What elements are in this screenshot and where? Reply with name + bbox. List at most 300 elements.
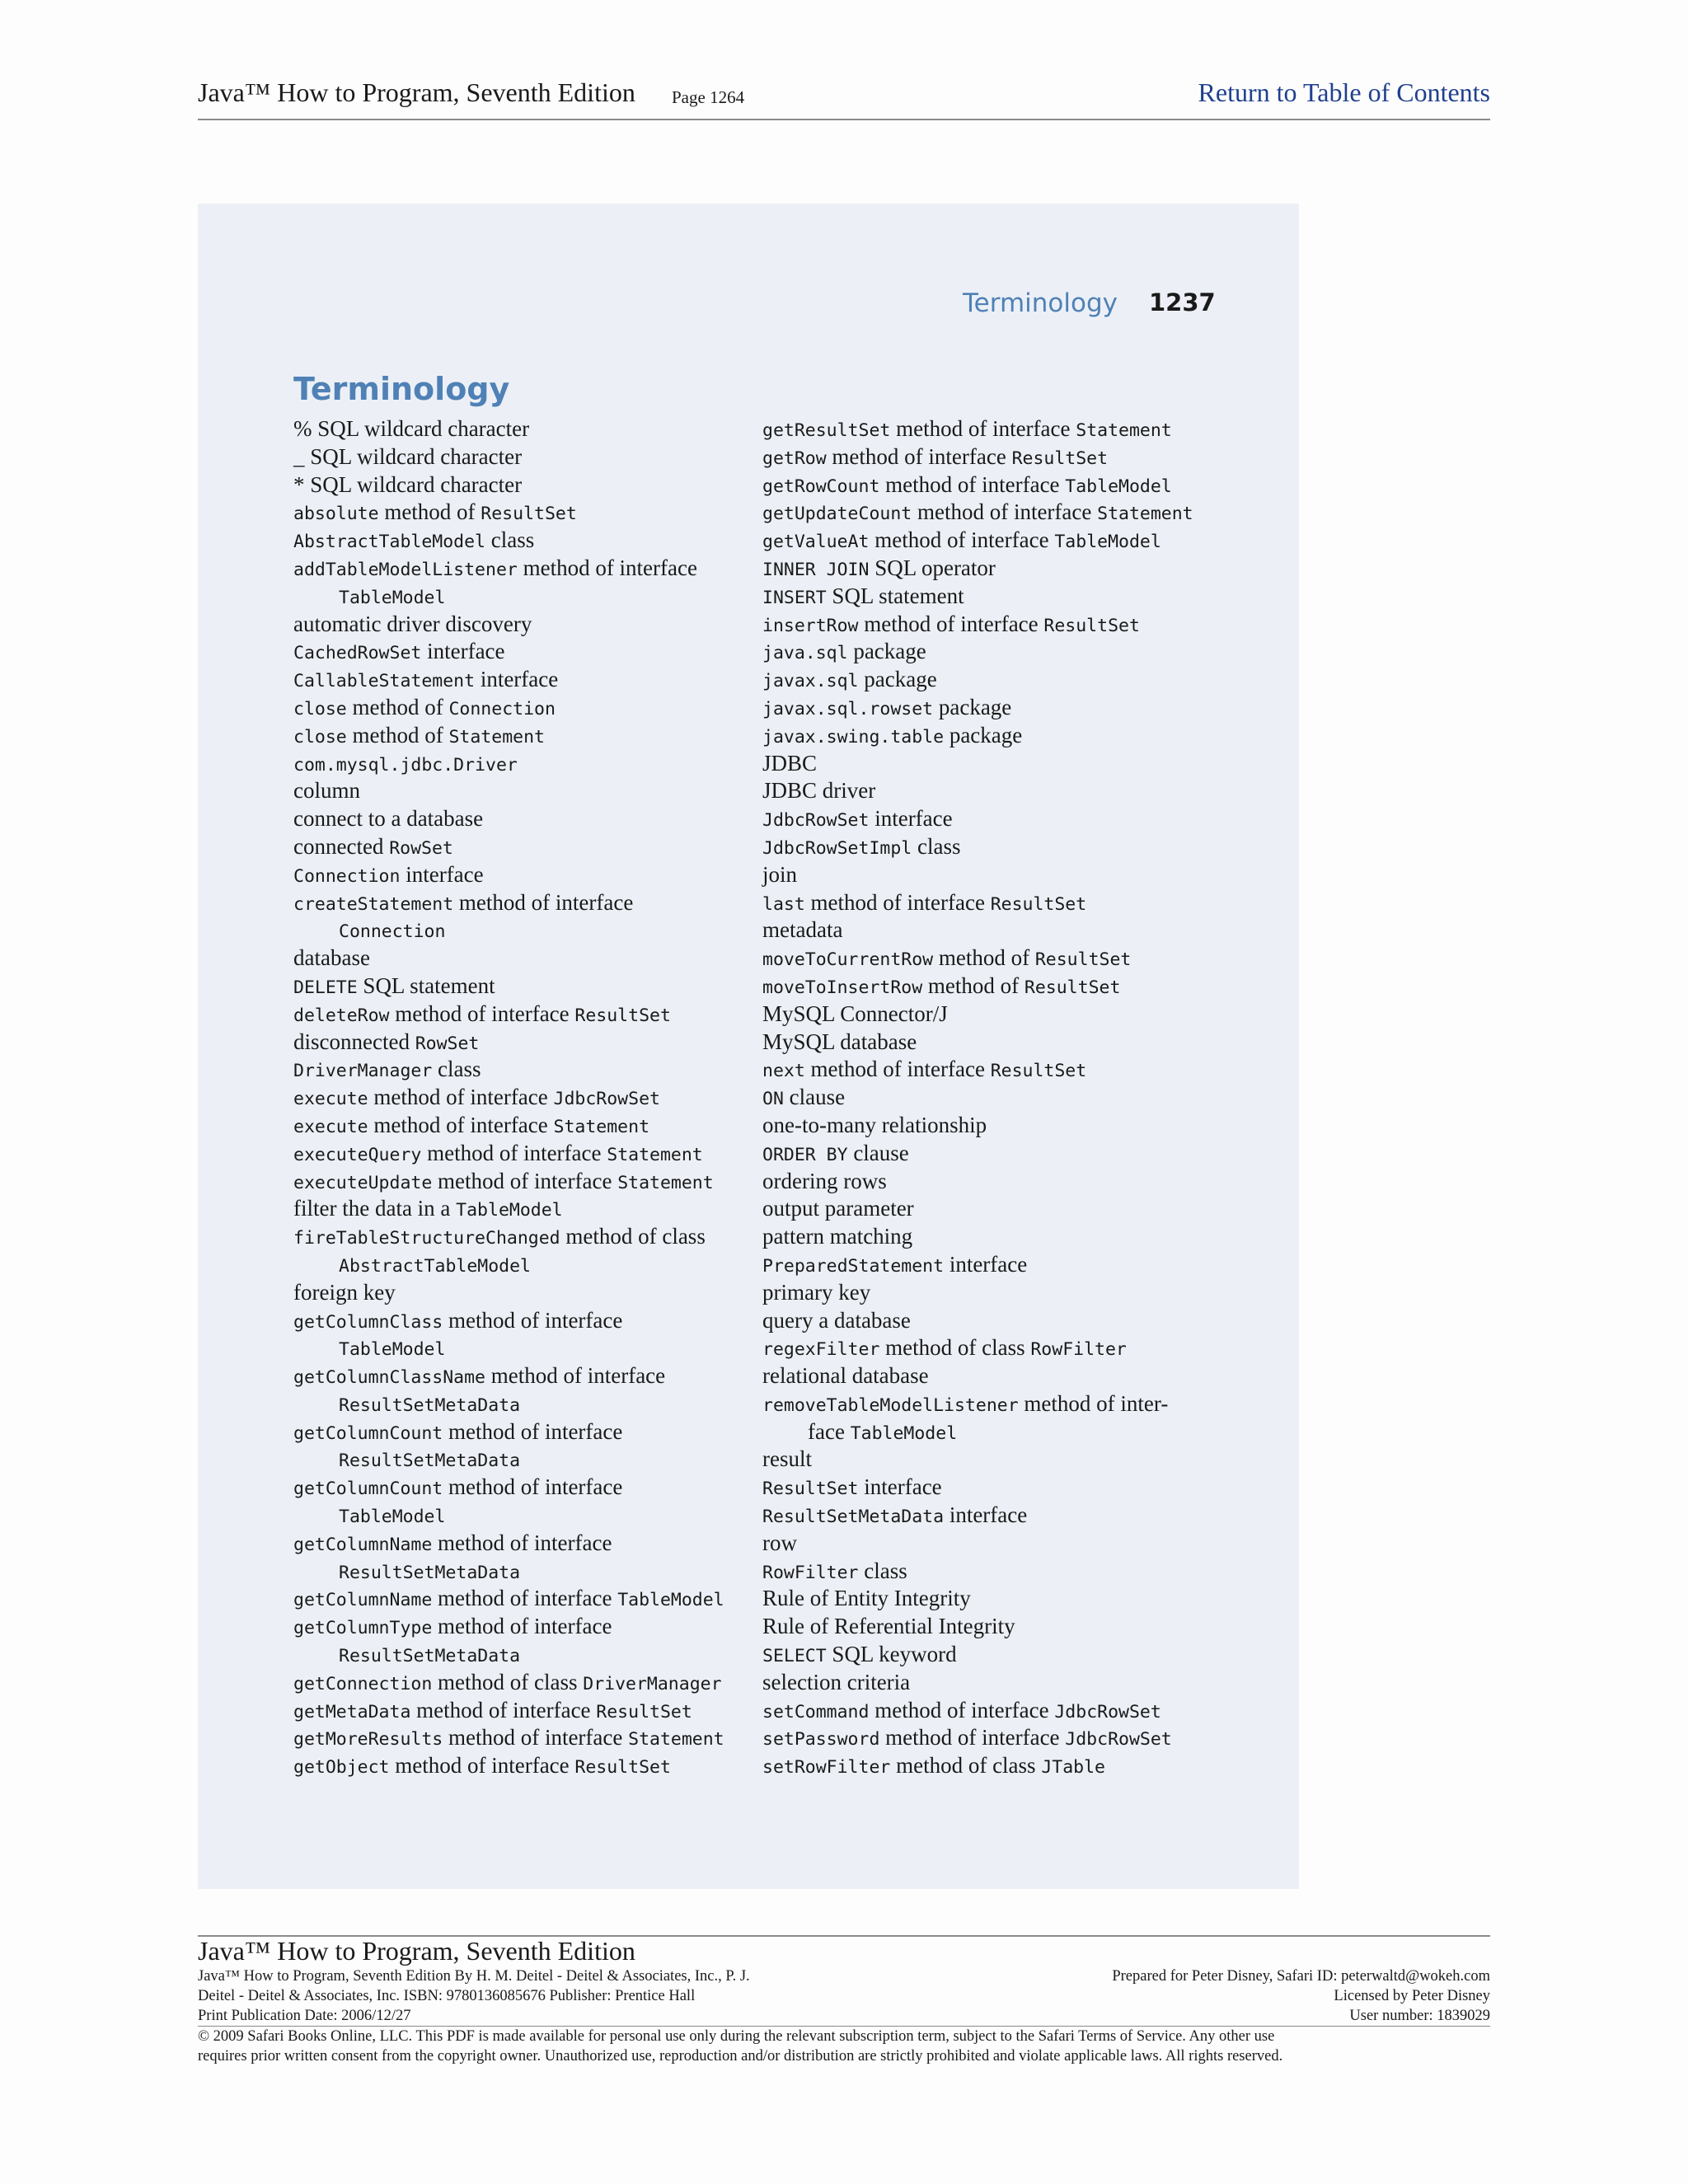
code-term: Statement [607,1144,703,1165]
terminology-entry [762,1029,1224,1057]
footer-book-title: Java™ How to Program, Seventh Edition [198,1936,635,1966]
terminology-entry [293,889,755,917]
term-text: database [293,945,370,971]
code-term: TableModel [1065,476,1172,497]
code-term: removeTableModelListener [762,1394,1019,1416]
terminology-entry [293,777,755,805]
term-text: ordering rows [762,1168,887,1193]
code-term: SELECT [762,1646,827,1667]
term-text: face [808,1418,851,1444]
code-term: Statement [1097,504,1193,525]
term-text: package [858,667,937,692]
terminology-entry [762,1168,1224,1196]
footer-book-line: Deitel - Deitel & Associates, Inc. ISBN: 9780136085676 Publisher: Prentice Hall [198,1988,696,2004]
term-text: output parameter [762,1196,914,1221]
terminology-list-right [762,415,1224,1780]
terminology-entry [293,944,755,972]
term-text: row [762,1530,797,1555]
term-text: MySQL database [762,1029,917,1054]
code-term: fireTableStructureChanged [293,1228,560,1249]
terminology-entry [293,415,755,443]
code-term: PreparedStatement [762,1255,945,1277]
code-term: javax.sql [762,671,859,692]
terminology-entry [293,1223,755,1251]
terminology-entry [293,555,755,583]
terminology-entry [762,443,1224,471]
footer-prepared-for: Prepared for Peter Disney, Safari ID: peterwaltd@wokeh.com [1112,1968,1490,1985]
terminology-entry [293,1307,755,1335]
code-term: getColumnClass [293,1311,443,1333]
term-text: SQL operator [869,555,996,580]
term-text: filter the data in a [293,1196,457,1221]
term-text: method of interface [389,1001,575,1026]
terminology-entry [293,1530,755,1558]
footer-licensed-by: Licensed by Peter Disney [1334,1988,1490,2004]
terminology-entry [293,1001,755,1029]
code-term: ResultSetMetaData [339,1562,521,1583]
term-text: Rule of Entity Integrity [762,1586,971,1611]
terminology-entry [762,611,1224,639]
term-text: method of interface [485,1363,666,1389]
terminology-entry [762,1001,1224,1029]
term-text: method of [922,972,1025,998]
terminology-entry [293,1474,755,1502]
term-text: interface [400,861,484,887]
term-text: clause [783,1085,846,1110]
term-text: method of interface [421,1140,607,1165]
code-term: ResultSet [1011,448,1109,469]
terminology-entry [293,1390,755,1418]
term-text: Rule of Referential Integrity [762,1614,1015,1639]
term-text: interface [944,1502,1028,1528]
code-term: Statement [448,726,545,748]
copyright-line: © 2009 Safari Books Online, LLC. This PDF is made available for personal use only during the relevant subscription term, subject to the Safari Terms of Service. Any other use [198,2028,1275,2045]
term-text: method of interface [368,1085,554,1110]
terminology-entry [293,861,755,889]
terminology-entry [293,1724,755,1752]
code-term: deleteRow [293,1005,390,1026]
code-term: insertRow [762,615,859,636]
terminology-entry [293,1446,755,1474]
code-term: close [293,726,347,748]
code-term: ResultSet [574,1757,671,1779]
terminology-entry [762,583,1224,611]
code-term: ResultSet [1034,949,1132,971]
term-text: method of interface [453,889,634,915]
footer-publication-info [198,1966,940,2026]
code-term: getColumnType [293,1618,433,1639]
code-term: close [293,698,347,719]
code-term: execute [293,1089,368,1110]
terminology-entry [293,1752,755,1780]
term-text: method of interface [443,1474,623,1500]
code-term: Connection [293,865,401,887]
code-term: getMoreResults [293,1729,443,1750]
code-term: setRowFilter [762,1757,891,1779]
terminology-entry [293,1613,755,1641]
code-term: Statement [628,1729,724,1750]
code-term: getColumnName [293,1534,433,1555]
terminology-entry [762,1613,1224,1641]
code-term: RowSet [415,1033,480,1054]
code-term: regexFilter [762,1339,880,1361]
term-text: class [858,1558,907,1583]
term-text: method of interface [443,1725,629,1750]
terminology-entry [762,1558,1224,1586]
terminology-entry [762,1195,1224,1223]
term-text: method of interface [804,889,991,915]
terminology-entry [762,1585,1224,1613]
term-text: disconnected [293,1029,415,1054]
term-text: method of interface [389,1753,575,1779]
code-term: ResultSet [481,504,577,525]
term-text: package [933,694,1012,719]
terminology-entry [293,1697,755,1725]
terminology-entry [293,583,755,611]
code-term: ResultSet [596,1701,692,1722]
term-text: method of class [560,1224,706,1249]
header-book-title: Java™ How to Program, Seventh Edition [198,77,635,107]
code-term: Connection [339,921,446,943]
terminology-entry [762,666,1224,694]
code-term: getConnection [293,1673,433,1694]
code-term: getColumnCount [293,1479,443,1500]
terminology-entry [293,972,755,1001]
code-term: last [762,893,805,915]
code-term: absolute [293,504,379,525]
term-text: method of [933,945,1035,971]
terminology-entry [762,415,1224,443]
code-term: javax.sql.rowset [762,698,934,719]
code-term: getRowCount [762,476,880,497]
terminology-entry [293,833,755,861]
terminology-entry [762,722,1224,750]
term-text: method of interface [432,1168,618,1193]
code-term: JdbcRowSet [1065,1729,1172,1750]
footer-copyright [198,2027,1490,2066]
terminology-entry [293,1168,755,1196]
term-text: method of interface [912,499,1098,525]
terminology-entry [293,1585,755,1613]
code-term: JdbcRowSet [553,1089,660,1110]
code-term: ResultSet [574,1005,671,1026]
term-text: column [293,778,360,804]
term-text: interface [869,806,953,832]
terminology-entry [762,1223,1224,1251]
code-term: TableModel [339,587,446,608]
terminology-entry [762,1390,1224,1418]
code-term: getColumnClassName [293,1367,485,1389]
terminology-entry [762,1418,1224,1446]
term-text: join [762,861,798,887]
section-title: Terminology [293,371,510,407]
term-text: primary key [762,1279,871,1305]
terminology-entry [762,694,1224,722]
code-term: getValueAt [762,532,870,553]
code-term: ResultSetMetaData [339,1451,521,1472]
code-term: getObject [293,1757,390,1779]
terminology-entry [293,1279,755,1307]
code-term: executeQuery [293,1144,422,1165]
code-term: CachedRowSet [293,643,422,664]
terminology-entry [762,1446,1224,1474]
term-text: method of interface [368,1112,554,1137]
code-term: setPassword [762,1729,880,1750]
term-text: foreign key [293,1279,396,1305]
terminology-entry [293,471,755,499]
code-term: javax.swing.table [762,726,945,748]
term-text: JDBC [762,750,818,776]
term-text: interface [944,1251,1028,1277]
terminology-entry [293,1195,755,1223]
terminology-entry [762,861,1224,889]
code-term: AbstractTableModel [339,1255,531,1277]
terminology-entry [762,889,1224,917]
term-text: relational database [762,1363,929,1389]
code-term: ResultSetMetaData [339,1394,521,1416]
term-text: selection criteria [762,1669,911,1694]
terminology-entry [762,1056,1224,1084]
term-text: metadata [762,917,843,943]
term-text: method of interface [443,1418,623,1444]
term-text: SQL wildcard character [312,416,530,441]
terminology-entry [293,1418,755,1446]
term-text: result [762,1446,812,1472]
terminology-entry [293,1056,755,1084]
terminology-entry [762,638,1224,666]
terminology-entry [293,638,755,666]
code-term: getColumnName [293,1590,433,1611]
term-text: package [847,639,926,664]
term-text: method of [346,722,449,748]
terminology-entry [762,1752,1224,1780]
terminology-entry [762,833,1224,861]
terminology-entry [762,527,1224,555]
return-to-toc-link[interactable]: Return to Table of Contents [1198,77,1490,107]
term-text: method of interface [869,1697,1055,1722]
code-term: RowFilter [1030,1339,1127,1361]
terminology-entry [762,1669,1224,1697]
term-text: method of interface [869,527,1055,553]
term-text: method of inter- [1018,1390,1169,1416]
code-term: RowSet [389,837,453,859]
terminology-entry [293,1362,755,1390]
header-page-number: Page 1264 [672,87,745,107]
term-text: method of interface [432,1586,618,1611]
terminology-entry [762,1279,1224,1307]
code-term: DriverManager [293,1061,433,1082]
footer-license-info [913,1966,1490,2026]
code-term: TableModel [850,1422,958,1444]
terminology-entry [293,1140,755,1168]
code-term: Connection [448,698,556,719]
term-text: _ SQL wildcard character [293,443,523,469]
term-text: connected [293,833,390,859]
terminology-entry [293,443,755,471]
footer-book-line: Print Publication Date: 2006/12/27 [198,2008,411,2024]
code-term: RowFilter [762,1562,859,1583]
term-text: clause [847,1140,909,1165]
term-text: interface [421,639,505,664]
terminology-entry [293,1112,755,1140]
term-text: method of interface [890,416,1076,441]
term-text: method of interface [879,471,1066,497]
term-text: automatic driver discovery [293,611,532,636]
term-text: pattern matching [762,1224,913,1249]
term-text: method of class [890,1753,1042,1779]
code-term: JdbcRowSet [762,810,870,832]
terminology-entry [762,944,1224,972]
term-text: % [293,416,312,441]
term-text: class [432,1057,481,1082]
code-term: moveToInsertRow [762,977,923,998]
term-text: method of interface [804,1057,991,1082]
terminology-entry [762,555,1224,583]
terminology-entry [293,722,755,750]
running-head: Terminology [963,288,1118,318]
terminology-entry [762,1140,1224,1168]
code-term: TableModel [1054,532,1161,553]
code-term: TableModel [339,1339,446,1361]
code-term: executeUpdate [293,1172,433,1193]
terminology-entry [762,1697,1224,1725]
code-term: INNER JOIN [762,559,870,580]
code-term: getRow [762,448,827,469]
code-term: execute [293,1116,368,1137]
term-text: JDBC driver [762,778,876,804]
term-text: method of interface [879,1725,1066,1750]
code-term: ResultSet [1024,977,1121,998]
terminology-entry [293,1502,755,1530]
terminology-entry [762,499,1224,527]
terminology-entry [762,1724,1224,1752]
term-text: interface [858,1474,942,1500]
code-term: DriverManager [583,1673,722,1694]
code-term: AbstractTableModel [293,532,485,553]
terminology-entry [762,1334,1224,1362]
terminology-entry [293,1641,755,1669]
term-text: method of class [879,1335,1031,1361]
term-text: method of interface [826,443,1012,469]
code-term: addTableModelListener [293,559,518,580]
terminology-entry [762,1474,1224,1502]
term-text: interface [475,667,559,692]
code-term: com.mysql.jdbc.Driver [293,754,518,776]
code-term: next [762,1061,805,1082]
code-term: moveToCurrentRow [762,949,934,971]
page-header [198,73,1490,120]
term-text: SQL statement [826,583,964,608]
terminology-entry [762,972,1224,1001]
code-term: ResultSetMetaData [339,1646,521,1667]
terminology-entry [293,1084,755,1112]
code-term: JdbcRowSetImpl [762,837,912,859]
terminology-entry [293,916,755,944]
term-text: * SQL wildcard character [293,471,523,497]
terminology-entry [293,499,755,527]
terminology-entry [762,1307,1224,1335]
terminology-entry [762,1502,1224,1530]
term-text: method of [378,499,481,525]
term-text: SQL keyword [826,1642,957,1667]
terminology-entry [293,1669,755,1697]
term-text: method of interface [432,1530,612,1555]
code-term: DELETE [293,977,358,998]
code-term: JTable [1041,1757,1105,1779]
terminology-entry [762,1530,1224,1558]
terminology-entry [293,1251,755,1279]
term-text: class [912,833,961,859]
terminology-entry [293,1558,755,1586]
term-text: one-to-many relationship [762,1112,987,1137]
term-text: SQL statement [357,972,495,998]
code-term: getColumnCount [293,1422,443,1444]
code-term: ORDER BY [762,1144,848,1165]
term-text: connect to a database [293,806,484,832]
footer-user-number: User number: 1839029 [1349,2008,1490,2024]
code-term: JdbcRowSet [1054,1701,1161,1722]
code-term: ON [762,1089,784,1110]
term-text: method of interface [443,1307,623,1333]
code-term: ResultSet [1043,615,1140,636]
code-term: ResultSet [990,893,1087,915]
terminology-entry [762,1112,1224,1140]
code-term: setCommand [762,1701,870,1722]
code-term: TableModel [456,1200,563,1221]
terminology-entry [293,1029,755,1057]
code-term: createStatement [293,893,454,915]
term-text: MySQL Connector/J [762,1001,948,1026]
book-page-number: 1237 [1149,288,1216,316]
code-term: INSERT [762,587,827,608]
code-term: ResultSet [762,1479,859,1500]
code-term: getMetaData [293,1701,411,1722]
terminology-entry [293,611,755,639]
terminology-entry [293,666,755,694]
code-term: Statement [1076,420,1172,441]
terminology-list-left [293,415,755,1780]
code-term: getUpdateCount [762,504,912,525]
code-term: Statement [617,1172,714,1193]
term-text: method of interface [858,611,1044,636]
copyright-line: requires prior written consent from the copyright owner. Unauthorized use, reproduction and/or distribution are strictly prohibited and violate applicable laws. All rights reserved. [198,2048,1283,2064]
term-text: class [485,527,535,553]
terminology-entry [762,1251,1224,1279]
code-term: TableModel [617,1590,724,1611]
term-text: method of interface [410,1697,597,1722]
terminology-entry [293,805,755,833]
code-term: ResultSet [990,1061,1087,1082]
term-text: method of interface [517,555,697,580]
terminology-entry [293,750,755,778]
footer-book-line: Java™ How to Program, Seventh Edition By H. M. Deitel - Deitel & Associates, Inc., P. J. [198,1968,750,1985]
terminology-entry [293,1334,755,1362]
term-text: method of interface [432,1614,612,1639]
terminology-entry [762,471,1224,499]
code-term: java.sql [762,643,848,664]
term-text: method of [346,694,449,719]
term-text: package [944,722,1023,748]
terminology-entry [762,916,1224,944]
term-text: query a database [762,1307,911,1333]
code-term: ResultSetMetaData [762,1507,945,1528]
terminology-entry [762,750,1224,778]
terminology-entry [762,1084,1224,1112]
code-term: TableModel [339,1507,446,1528]
terminology-entry [762,1362,1224,1390]
code-term: Statement [553,1116,650,1137]
terminology-entry [762,777,1224,805]
